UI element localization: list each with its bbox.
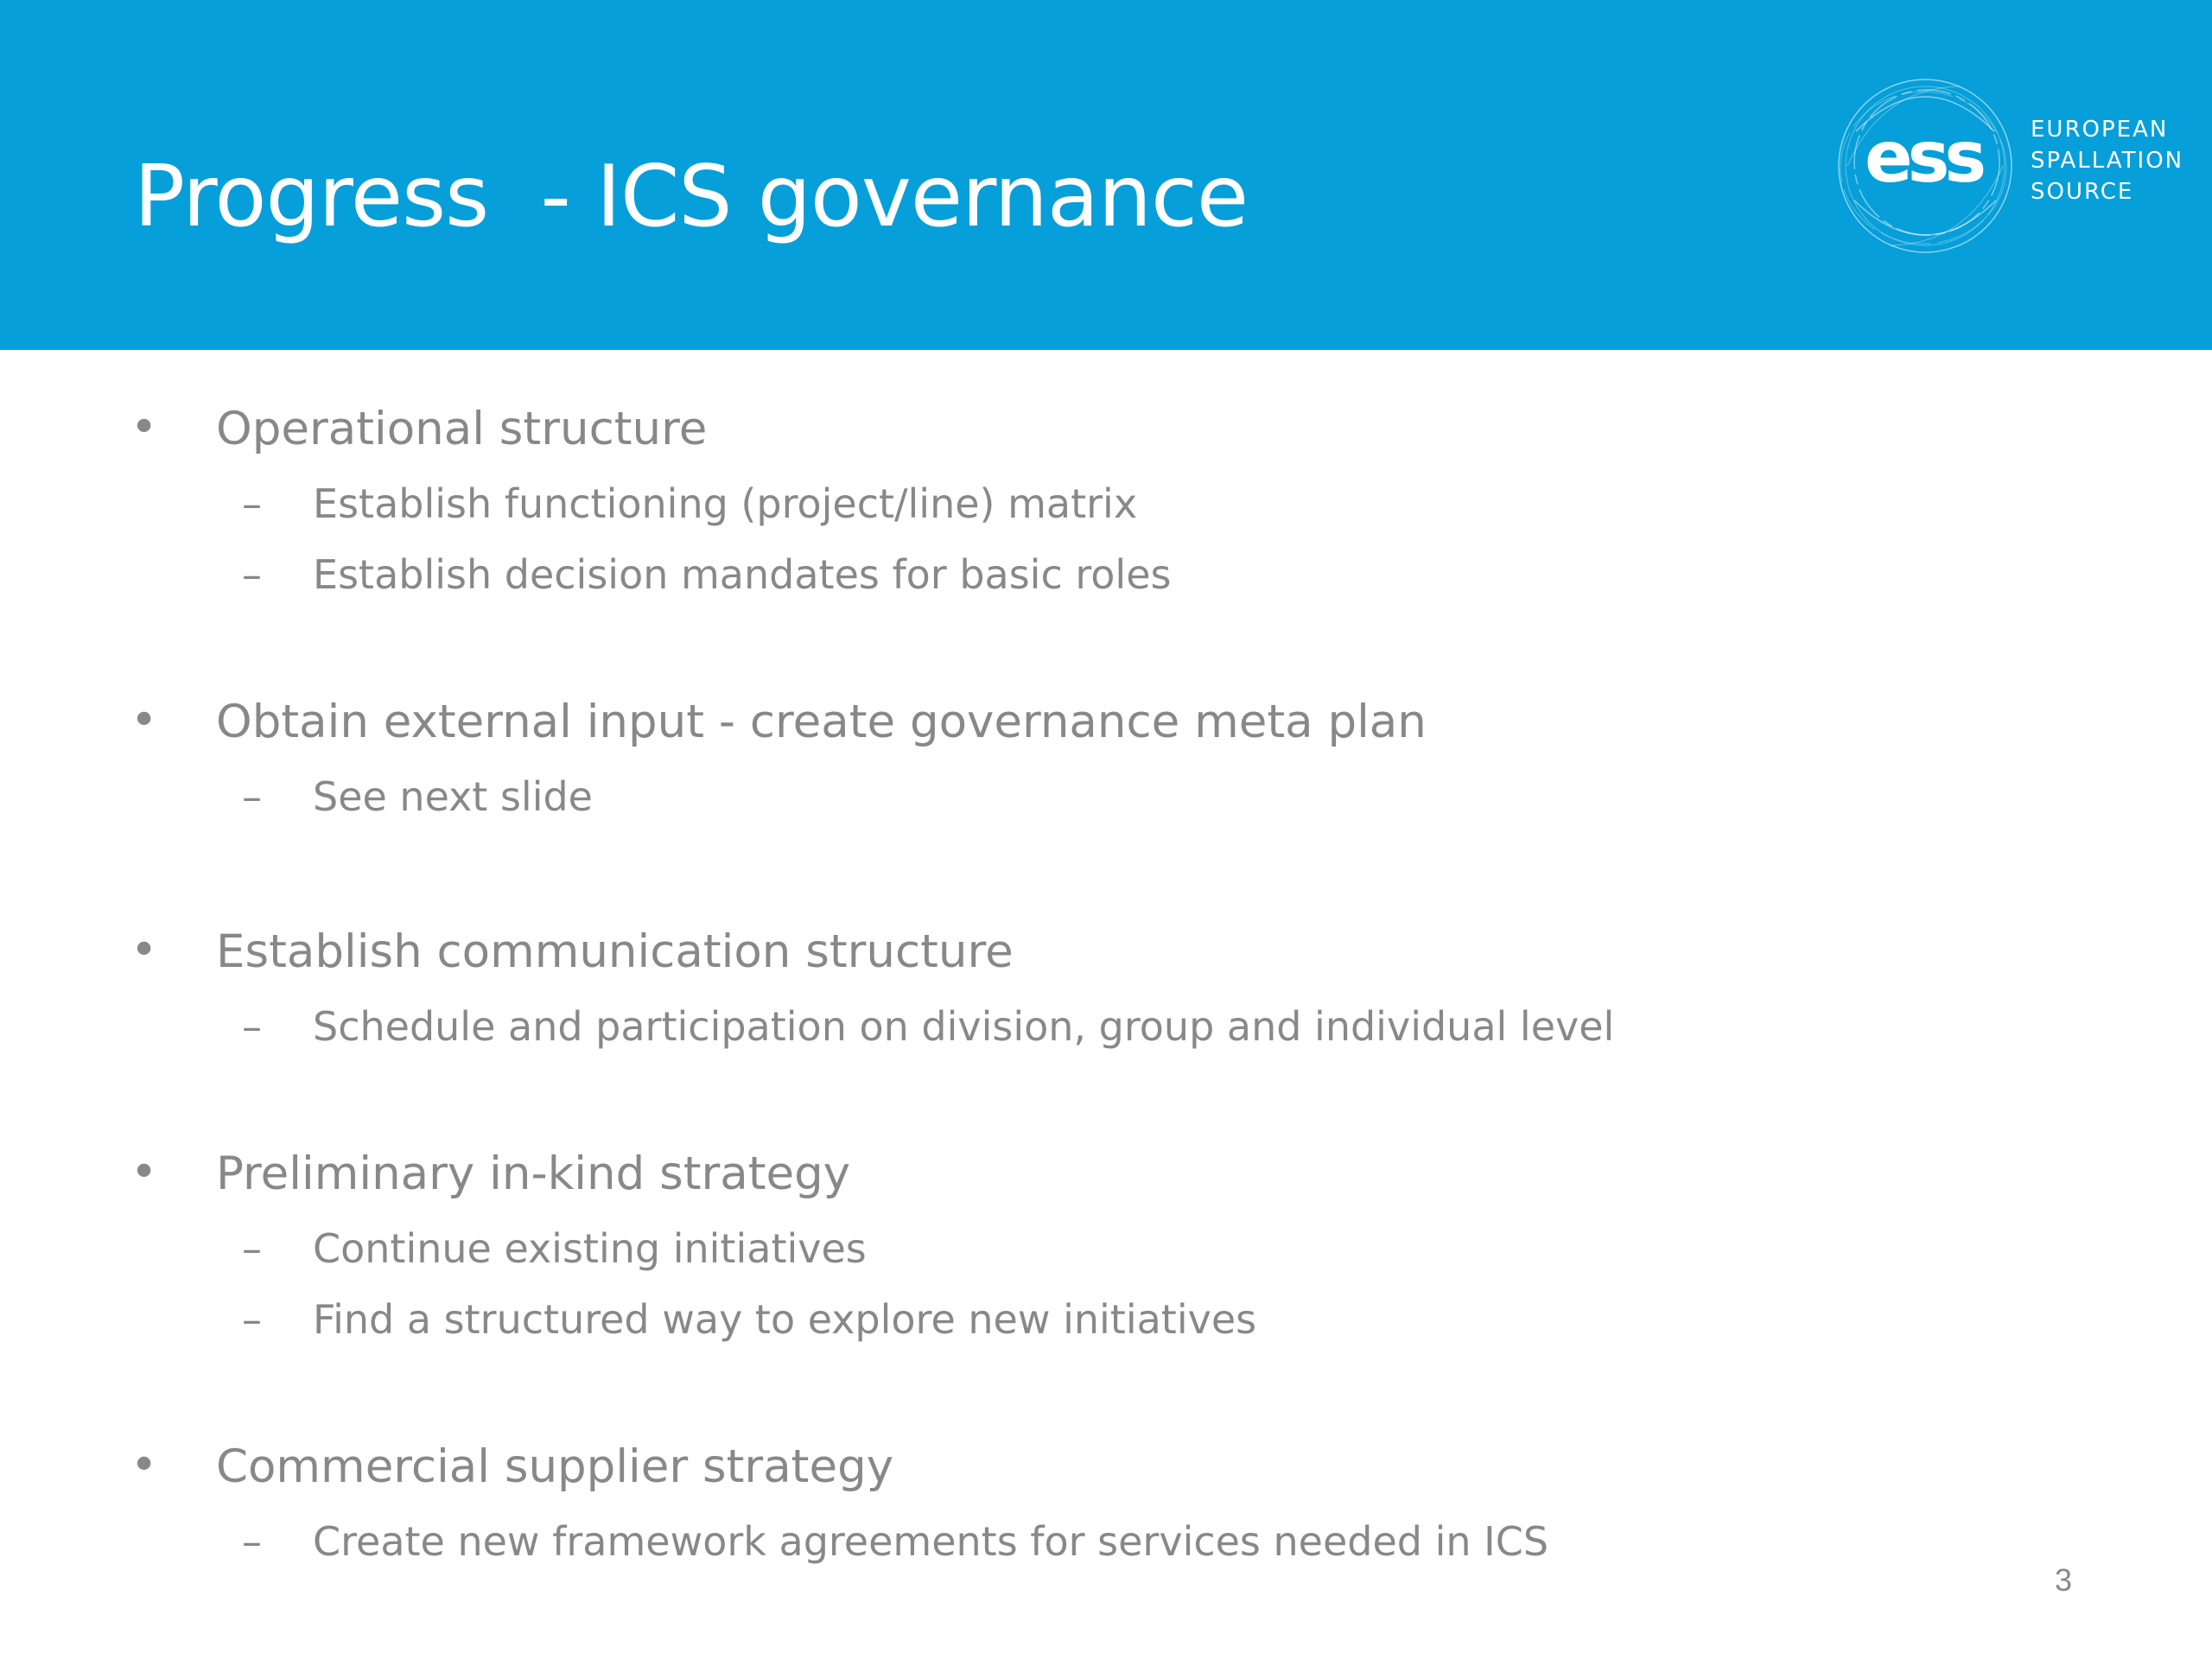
bullet-text: Establish communication structure	[216, 925, 1014, 978]
dash-icon: –	[242, 480, 262, 527]
logo-mark: ess	[1865, 117, 1982, 199]
bullet-text: Preliminary in-kind strategy	[216, 1147, 851, 1200]
dash-icon: –	[242, 773, 262, 820]
bullet-text: Commercial supplier strategy	[216, 1440, 894, 1493]
bullet-text: Operational structure	[216, 403, 708, 455]
logo-line-3: SOURCE	[2031, 179, 2134, 205]
sub-item-text: Create new framework agreements for services needed in ICS	[313, 1518, 1549, 1565]
bullet-icon: •	[130, 401, 158, 454]
sub-item-text: Find a structured way to explore new initiatives	[313, 1296, 1257, 1343]
sub-item-text: Establish functioning (project/line) matrix	[313, 480, 1138, 527]
dash-icon: –	[242, 1003, 262, 1050]
dash-icon: –	[242, 1518, 262, 1565]
sub-item-text: Schedule and participation on division, group and individual level	[313, 1003, 1615, 1050]
bullet-icon: •	[130, 1439, 158, 1491]
slide-title: Progress - ICS governance	[134, 148, 1249, 246]
bullet-icon: •	[130, 924, 158, 976]
dash-icon: –	[242, 551, 262, 598]
sub-item-text: See next slide	[313, 773, 593, 820]
bullet-text: Obtain external input - create governance meta plan	[216, 696, 1427, 748]
sub-item-text: Continue existing initiatives	[313, 1225, 867, 1272]
bullet-icon: •	[130, 694, 158, 747]
dash-icon: –	[242, 1296, 262, 1343]
logo-line-2: SPALLATION	[2031, 148, 2184, 174]
dash-icon: –	[242, 1225, 262, 1272]
page-number: 3	[2055, 1562, 2073, 1598]
logo-line-1: EUROPEAN	[2031, 117, 2169, 143]
sub-item-text: Establish decision mandates for basic roles	[313, 551, 1172, 598]
bullet-icon: •	[130, 1146, 158, 1198]
